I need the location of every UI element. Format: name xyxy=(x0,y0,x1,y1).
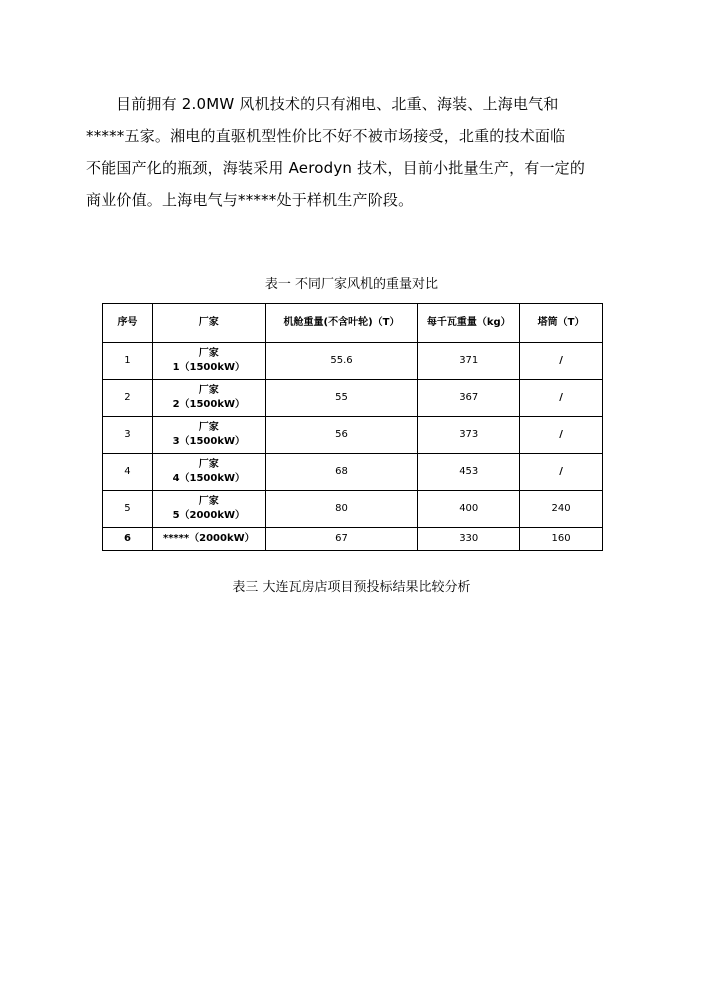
cell-no: 2 xyxy=(103,380,153,417)
cell-maker-name: 厂家 xyxy=(198,348,219,359)
cell-tower: / xyxy=(520,454,603,491)
cell-no: 3 xyxy=(103,417,153,454)
header-nacelle-weight: 机舱重量(不含叶轮)（T） xyxy=(265,304,418,343)
header-tower: 塔筒（T） xyxy=(520,304,603,343)
paragraph-line: 商业价值。上海电气与*****处于样机生产阶段。 xyxy=(86,191,414,209)
cell-maker xyxy=(152,380,265,417)
cell-per-kw: 371 xyxy=(418,343,520,380)
table-row xyxy=(103,343,603,380)
cell-nacelle: 67 xyxy=(265,528,418,551)
cell-nacelle: 55.6 xyxy=(265,343,418,380)
cell-per-kw: 373 xyxy=(418,417,520,454)
cell-maker-capacity: 5（2000kW） xyxy=(172,510,246,521)
table-row xyxy=(103,417,603,454)
table-row xyxy=(103,380,603,417)
cell-no: 5 xyxy=(103,491,153,528)
cell-no: 1 xyxy=(103,343,153,380)
cell-no: 6 xyxy=(103,528,153,551)
weight-comparison-table xyxy=(102,303,603,551)
cell-maker-name: 厂家 xyxy=(198,459,219,470)
intro-paragraph xyxy=(86,88,626,216)
paragraph-line: 目前拥有 2.0MW 风机技术的只有湘电、北重、海装、上海电气和 xyxy=(116,95,559,113)
cell-maker-name: 厂家 xyxy=(198,422,219,433)
cell-maker xyxy=(152,491,265,528)
cell-per-kw: 330 xyxy=(418,528,520,551)
paragraph-line: *****五家。湘电的直驱机型性价比不好不被市场接受，北重的技术面临 xyxy=(86,127,566,145)
table-row xyxy=(103,491,603,528)
cell-per-kw: 453 xyxy=(418,454,520,491)
cell-maker-name: 厂家 xyxy=(198,385,219,396)
cell-per-kw: 400 xyxy=(418,491,520,528)
cell-maker-capacity: 3（1500kW） xyxy=(172,436,246,447)
cell-maker-name: 厂家 xyxy=(198,496,219,507)
cell-nacelle: 68 xyxy=(265,454,418,491)
cell-maker-capacity: 2（1500kW） xyxy=(172,399,246,410)
cell-maker xyxy=(152,343,265,380)
table-header-row xyxy=(103,304,603,343)
bottom-caption: 表三 大连瓦房店项目预投标结果比较分析 xyxy=(232,580,471,595)
cell-maker xyxy=(152,417,265,454)
cell-maker-capacity: 4（1500kW） xyxy=(172,473,246,484)
table-caption: 表一 不同厂家风机的重量对比 xyxy=(264,277,439,292)
cell-nacelle: 56 xyxy=(265,417,418,454)
table-row xyxy=(103,454,603,491)
cell-nacelle: 80 xyxy=(265,491,418,528)
cell-maker xyxy=(152,454,265,491)
cell-tower: / xyxy=(520,417,603,454)
cell-maker-capacity: 1（1500kW） xyxy=(172,362,246,373)
cell-tower: / xyxy=(520,343,603,380)
paragraph-line: 不能国产化的瓶颈，海装采用 Aerodyn 技术，目前小批量生产，有一定的 xyxy=(86,159,586,177)
cell-maker: *****（2000kW） xyxy=(152,528,265,551)
cell-tower: / xyxy=(520,380,603,417)
cell-tower: 160 xyxy=(520,528,603,551)
table-row xyxy=(103,528,603,551)
header-maker: 厂家 xyxy=(152,304,265,343)
cell-per-kw: 367 xyxy=(418,380,520,417)
header-weight-per-kw: 每千瓦重量（kg） xyxy=(418,304,520,343)
header-no: 序号 xyxy=(103,304,153,343)
cell-nacelle: 55 xyxy=(265,380,418,417)
cell-tower: 240 xyxy=(520,491,603,528)
cell-no: 4 xyxy=(103,454,153,491)
